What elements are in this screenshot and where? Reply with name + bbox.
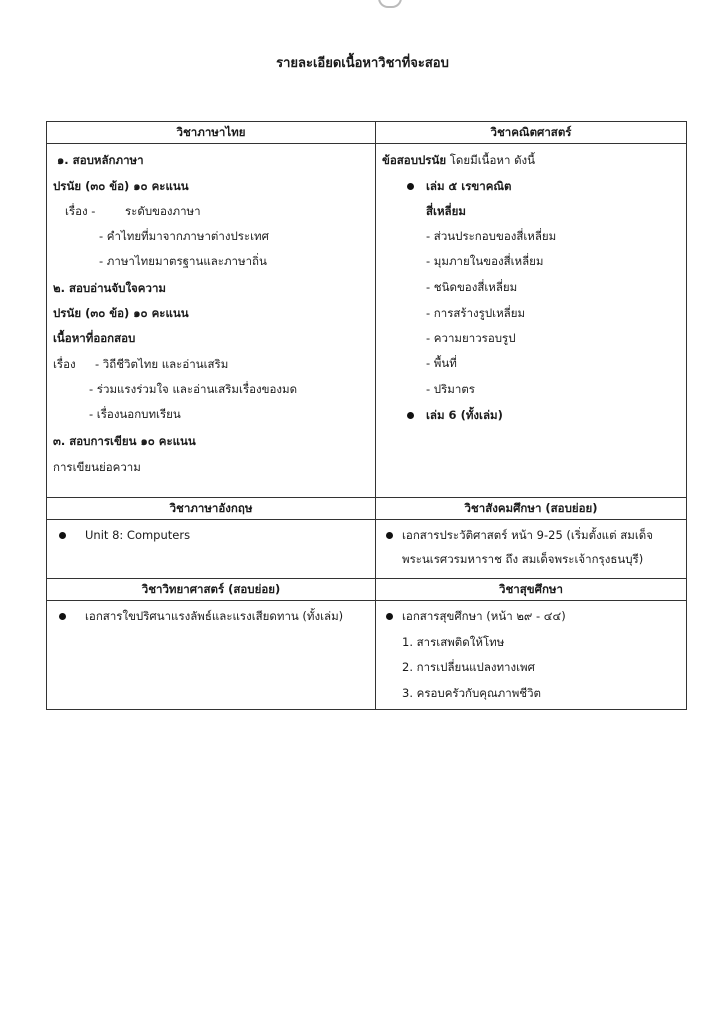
thai-section1-topic: - คำไทยที่มาจากภาษาต่างประเทศ: [99, 229, 269, 243]
thai-section1-topic: - ภาษาไทยมาตรฐานและภาษาถิ่น: [99, 254, 267, 268]
table-row: [47, 144, 687, 498]
health-subitem: 1. สารเสพติดให้โทษ: [402, 635, 505, 649]
bullet-icon: [386, 532, 393, 539]
science-header: วิชาวิทยาศาสตร์ (สอบย่อย): [47, 579, 376, 601]
thai-section1-score: ปรนัย (๓๐ ข้อ) ๑๐ คะแนน: [53, 179, 189, 193]
thai-section1-title: ๑. สอบหลักภาษา: [57, 153, 144, 167]
math-intro: [382, 152, 535, 168]
thai-section2-title: ๒. สอบอ่านจับใจความ: [53, 281, 166, 295]
math-cell: [376, 144, 687, 498]
english-header: วิชาภาษาอังกฤษ: [47, 498, 376, 520]
table-header-row: [47, 498, 687, 520]
health-subitem: 3. ครอบครัวกับคุณภาพชีวิต: [402, 686, 542, 700]
math-topic: - การสร้างรูปเหลี่ยม: [426, 306, 526, 320]
thai-section2-topic: - ร่วมแรงร่วมใจ และอ่านเสริมเรื่องของมด: [89, 382, 298, 396]
math-subtitle: สี่เหลี่ยม: [426, 204, 466, 218]
science-cell: [47, 601, 376, 710]
thai-header: วิชาภาษาไทย: [47, 122, 376, 144]
social-cell: [376, 520, 687, 579]
document-title: รายละเอียดเนื้อหาวิชาที่จะสอบ: [276, 56, 449, 71]
bullet-icon: [59, 532, 66, 539]
table-row: [47, 601, 687, 710]
math-book6: เล่ม 6 (ทั้งเล่ม): [426, 408, 503, 422]
health-subitem: 2. การเปลี่ยนแปลงทางเพศ: [402, 660, 535, 674]
math-topic: - มุมภายในของสี่เหลี่ยม: [426, 254, 544, 268]
math-intro-bold: ข้อสอบปรนัย: [382, 153, 447, 167]
page-top-mark: [378, 0, 402, 8]
math-topic: - ความยาวรอบรูป: [426, 331, 516, 345]
math-header: วิชาคณิตศาสตร์: [376, 122, 687, 144]
thai-section2-content-label: เนื้อหาที่ออกสอบ: [53, 331, 136, 345]
science-item: เอกสารใขปริศนาแรงลัพธ์และแรงเสียดทาน (ทั้งเล่ม): [85, 609, 344, 623]
thai-section2-score: ปรนัย (๓๐ ข้อ) ๑๐ คะแนน: [53, 306, 189, 320]
table-header-row: [47, 122, 687, 144]
thai-cell: [47, 144, 376, 498]
english-item: Unit 8: Computers: [85, 528, 191, 542]
social-item-line2: พระนเรศวรมหาราช ถึง สมเด็จพระเจ้ากรุงธนบุรี): [402, 552, 644, 566]
thai-section2-topic: - วิถีชีวิตไทย และอ่านเสริม: [95, 357, 229, 371]
health-cell: [376, 601, 687, 710]
bullet-icon: [386, 613, 393, 620]
social-item-line1: เอกสารประวัติศาสตร์ หน้า 9-25 (เริ่มตั้งแต่ สมเด็จ: [402, 528, 653, 542]
thai-section3-title: ๓. สอบการเขียน ๑๐ คะแนน: [53, 434, 196, 448]
social-header: วิชาสังคมศึกษา (สอบย่อย): [376, 498, 687, 520]
table-row: [47, 520, 687, 579]
math-book5: เล่ม ๕ เรขาคณิต: [426, 179, 512, 193]
health-header: วิชาสุขศึกษา: [376, 579, 687, 601]
bullet-icon: [407, 183, 414, 190]
table-header-row: [47, 579, 687, 601]
bullet-icon: [407, 412, 414, 419]
math-intro-rest: โดยมีเนื้อหา ดังนี้: [446, 153, 536, 167]
thai-section1-topic-label: เรื่อง -: [65, 204, 96, 218]
math-topic: - ปริมาตร: [426, 382, 475, 396]
subject-table: [46, 121, 687, 710]
thai-section2-topic-label: เรื่อง: [53, 357, 76, 371]
math-topic: - ชนิดของสี่เหลี่ยม: [426, 280, 518, 294]
english-cell: [47, 520, 376, 579]
thai-section3-item: การเขียนย่อความ: [53, 460, 141, 474]
math-topic: - ส่วนประกอบของสี่เหลี่ยม: [426, 229, 557, 243]
health-item: เอกสารสุขศึกษา (หน้า ๒๙ - ๔๔): [402, 609, 566, 623]
thai-section2-topic: - เรื่องนอกบทเรียน: [89, 407, 181, 421]
bullet-icon: [59, 613, 66, 620]
math-topic: - พื้นที่: [426, 356, 457, 370]
thai-section1-topic: ระดับของภาษา: [125, 204, 201, 218]
